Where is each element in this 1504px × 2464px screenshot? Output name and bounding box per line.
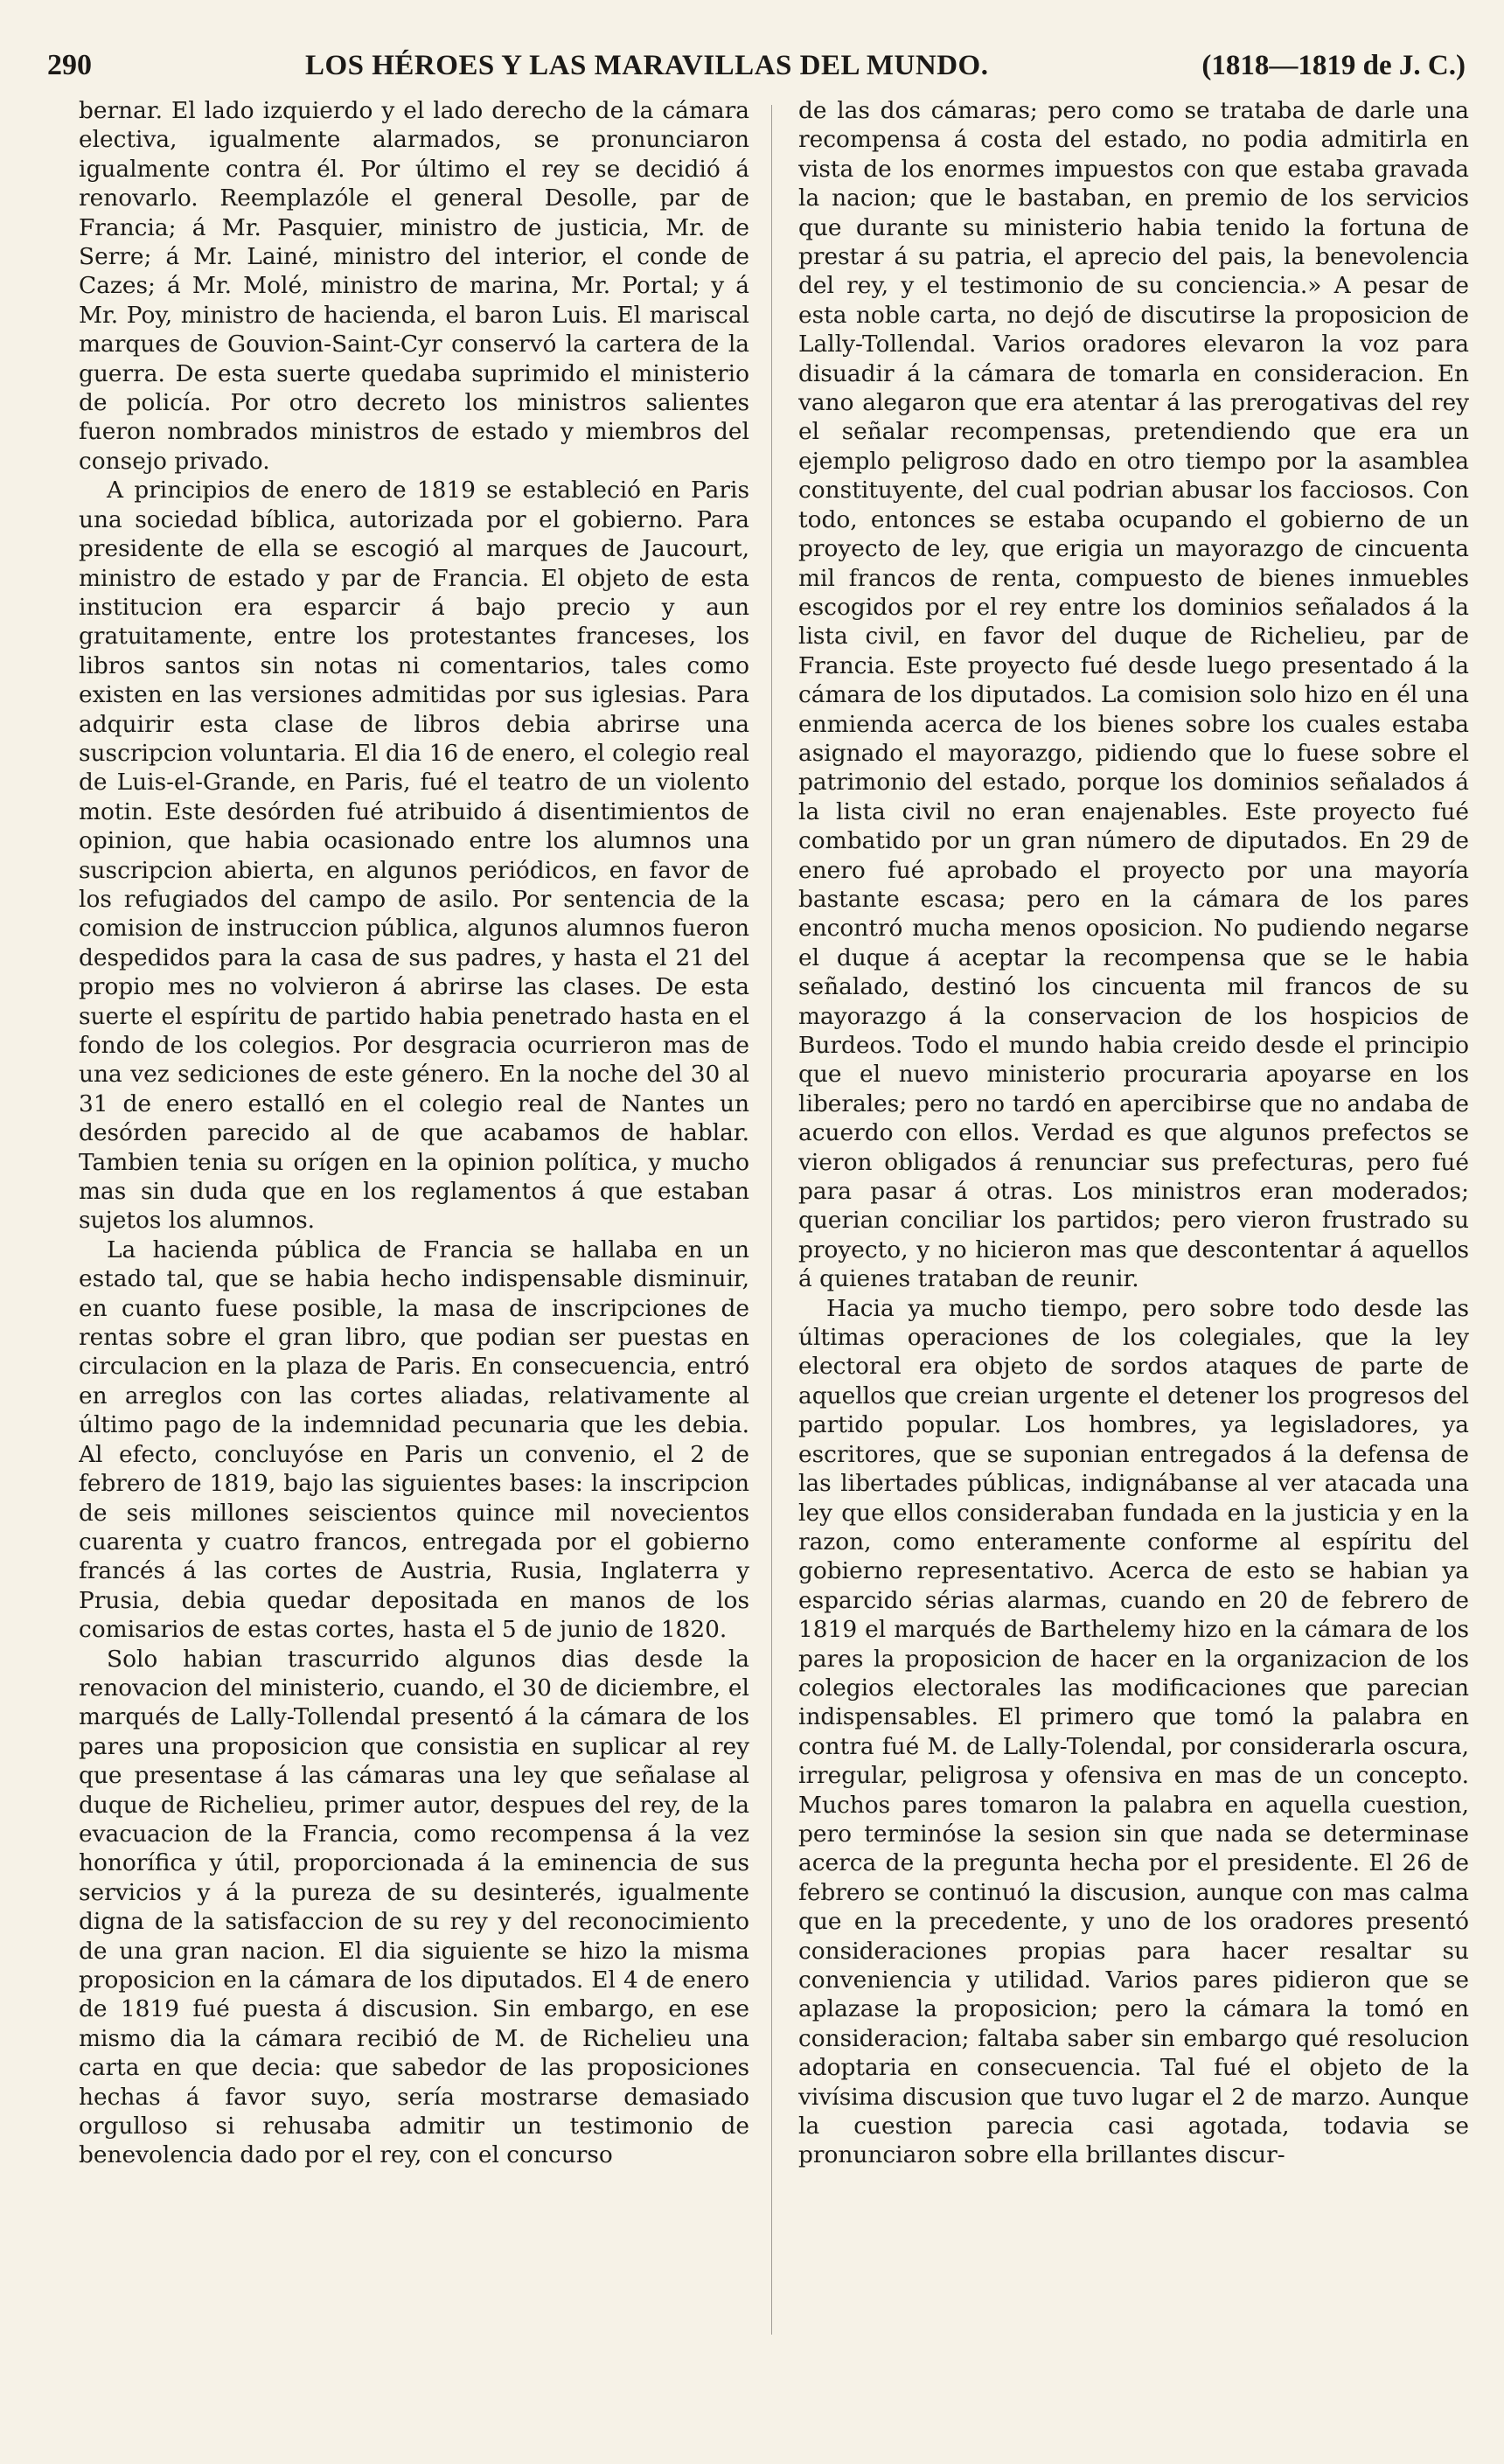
paragraph: A principios de enero de 1819 se estableció en Paris una sociedad bíblica, autorizada por el gobierno. Para presidente de ella se escogió al marques de Jaucourt, ministro de estado y par de Francia. El objeto de esta institucion era esparcir á bajo precio y aun gratuitamente, entre los protestantes franceses, los libros santos sin notas ni comentarios, tales como existen en las versiones admitidas por sus iglesias. Para adquirir esta clase de libros debia abrirse una suscripcion voluntaria. El dia 16 de enero, el colegio real de Luis-el-Grande, en Paris, fué el teatro de un violento motin. Este desórden fué atribuido á disentimientos de opinion, que habia ocasionado entre los alumnos una suscripcion abierta, en algunos periódicos, en favor de los refugiados del campo de asilo. Por sentencia de la comision de instruccion pública, algunos alumnos fueron despedidos para la casa de sus padres, y hasta el 21 del propio mes no volvieron á abrirse las clases. De esta suerte el espíritu de partido habia penetrado hasta en el fondo de los colegios. Por desgracia ocurrieron mas de una vez sediciones de este género. En la noche del 30 al 31 de enero estalló en el colegio real de Nantes un desórden parecido al de que acabamos de hablar. Tambien tenia su orígen en la opinion política, y mucho mas sin duda que en los reglamentos á que estaban sujetos los alumnos. <box>79 477 749 1235</box>
page-number: 290 <box>47 49 92 81</box>
year-range: (1818—1819 de J. C.) <box>1201 49 1466 81</box>
paragraph: de las dos cámaras; pero como se trataba de darle una recompensa á costa del estado, no podia admitirla en vista de los enormes impuestos con que estaba gravada la nacion; que le bastaban, en premio de los servicios que durante su ministerio habia tenido la fortuna de prestar á su patria, el aprecio del pais, la benevolencia del rey, y el testimonio de su conciencia.» A pesar de esta noble carta, no dejó de discutirse la proposicion de Lally-Tollendal. Varios oradores elevaron la voz para disuadir á la cámara de tomarla en consideracion. En vano alegaron que era atentar á las prerogativas del rey el señalar recompensas, pretendiendo que era un ejemplo peligroso dado en otro tiempo por la asamblea constituyente, del cual podrian abusar los facciosos. Con todo, entonces se estaba ocupando el gobierno de un proyecto de ley, que erigia un mayorazgo de cincuenta mil francos de renta, compuesto de bienes inmuebles escogidos por el rey entre los dominios señalados á la lista civil, en favor del duque de Richelieu, par de Francia. Este proyecto fué desde luego presentado á la cámara de los diputados. La comision solo hizo en él una enmienda acerca de los bienes sobre los cuales estaba asignado el mayorazgo, pidiendo que lo fuese sobre el patrimonio del estado, porque los dominios señalados á la lista civil no eran enajenables. Este proyecto fué combatido por un gran número de diputados. En 29 de enero fué aprobado el proyecto por una mayoría bastante escasa; pero en la cámara de los pares encontró mucha menos oposicion. No pudiendo negarse el duque á aceptar la recompensa que se le habia señalado, destinó los cincuenta mil francos de su mayorazgo á la conservacion de los hospicios de Burdeos. Todo el mundo habia creido desde el principio que el nuevo ministerio procuraria apoyarse en los liberales; pero no tardó en apercibirse que no andaba de acuerdo con ellos. Verdad es que algunos prefectos se vieron obligados á renunciar sus prefecturas, pero fué para pasar á otras. Los ministros eran moderados; querian conciliar los partidos; pero vieron frustrado su proyecto, y no hicieron mas que descontentar á aquellos á quienes trataban de reunir. <box>798 97 1469 1293</box>
text-columns <box>79 96 1469 2385</box>
page-header <box>47 44 1466 87</box>
left-column <box>79 96 749 2385</box>
paragraph: bernar. El lado izquierdo y el lado derecho de la cámara electiva, igualmente alarmados, se pronunciaron igualmente contra él. Por último el rey se decidió á renovarlo. Reemplazóle el general Desolle, par de Francia; á Mr. Pasquier, ministro de justicia, Mr. de Serre; á Mr. Lainé, ministro del interior, el conde de Cazes; á Mr. Molé, ministro de marina, Mr. Portal; y á Mr. Poy, ministro de hacienda, el baron Luis. El mariscal marques de Gouvion-Saint-Cyr conservó la cartera de la guerra. De esta suerte quedaba suprimido el ministerio de policía. Por otro decreto los ministros salientes fueron nombrados ministros de estado y miembros del consejo privado. <box>79 97 749 475</box>
right-column <box>798 96 1469 2385</box>
paragraph: La hacienda pública de Francia se hallaba en un estado tal, que se habia hecho indispensable disminuir, en cuanto fuese posible, la masa de inscripciones de rentas sobre el gran libro, que podian ser puestas en circulacion en la plaza de Paris. En consecuencia, entró en arreglos con las cortes aliadas, relativamente al último pago de la indemnidad pecunaria que les debia. Al efecto, concluyóse en Paris un convenio, el 2 de febrero de 1819, bajo las siguientes bases: la inscripcion de seis millones seiscientos quince mil novecientos cuarenta y cuatro francos, entregada por el gobierno francés á las cortes de Austria, Rusia, Inglaterra y Prusia, debia quedar depositada en manos de los comisarios de estas cortes, hasta el 5 de junio de 1820. <box>79 1235 749 1644</box>
paragraph: Hacia ya mucho tiempo, pero sobre todo desde las últimas operaciones de los colegiales, que la ley electoral era objeto de sordos ataques de parte de aquellos que creian urgente el detener los progresos del partido popular. Los hombres, ya legisladores, ya escritores, que se suponian entregados á la defensa de las libertades públicas, indignábanse al ver atacada una ley que ellos consideraban fundada en la justicia y en la razon, como enteramente conforme al espíritu del gobierno representativo. Acerca de esto se habian ya esparcido sérias alarmas, cuando en 20 de febrero de 1819 el marqués de Barthelemy hizo en la cámara de los pares la proposicion de hacer en la organizacion de los colegios electorales las modificaciones que parecian indispensables. El primero que tomó la palabra en contra fué M. de Lally-Tolendal, por considerarla oscura, irregular, peligrosa y ofensiva en mas de un concepto. Muchos pares tomaron la palabra en aquella cuestion, pero terminóse la sesion sin que nada se determinase acerca de la pregunta hecha por el presidente. El 26 de febrero se continuó la discusion, aunque con mas calma que en la precedente, y uno de los oradores presentó consideraciones propias para hacer resaltar su conveniencia y utilidad. Varios pares pidieron que se aplazase la proposicion; pero la cámara la tomó en consideracion; faltaba saber sin embargo qué resolucion adoptaria en consecuencia. Tal fué el objeto de la vivísima discusion que tuvo lugar el 2 de marzo. Aunque la cuestion parecia casi agotada, todavia se pronunciaron sobre ella brillantes discur- <box>798 1294 1469 2169</box>
running-title: LOS HÉROES Y LAS MARAVILLAS DEL MUNDO. <box>304 49 989 81</box>
paragraph: Solo habian trascurrido algunos dias desde la renovacion del ministerio, cuando, el 30 de diciembre, el marqués de Lally-Tollendal presentó á la cámara de los pares una proposicion que consistia en suplicar al rey que presentase á las cámaras una ley que señalase al duque de Richelieu, primer autor, despues del rey, de la evacuacion de la Francia, como recompensa á la vez honorífica y útil, proporcionada á la eminencia de sus servicios y á la pureza de su desinterés, igualmente digna de la satisfaccion de su rey y del reconocimiento de una gran nacion. El dia siguiente se hizo la misma proposicion en la cámara de los diputados. El 4 de enero de 1819 fué puesta á discusion. Sin embargo, en ese mismo dia la cámara recibió de M. de Richelieu una carta en que decia: que sabedor de las proposiciones hechas á favor suyo, sería mostrarse demasiado orgulloso si rehusaba admitir un testimonio de benevolencia dado por el rey, con el concurso <box>79 1645 749 2169</box>
